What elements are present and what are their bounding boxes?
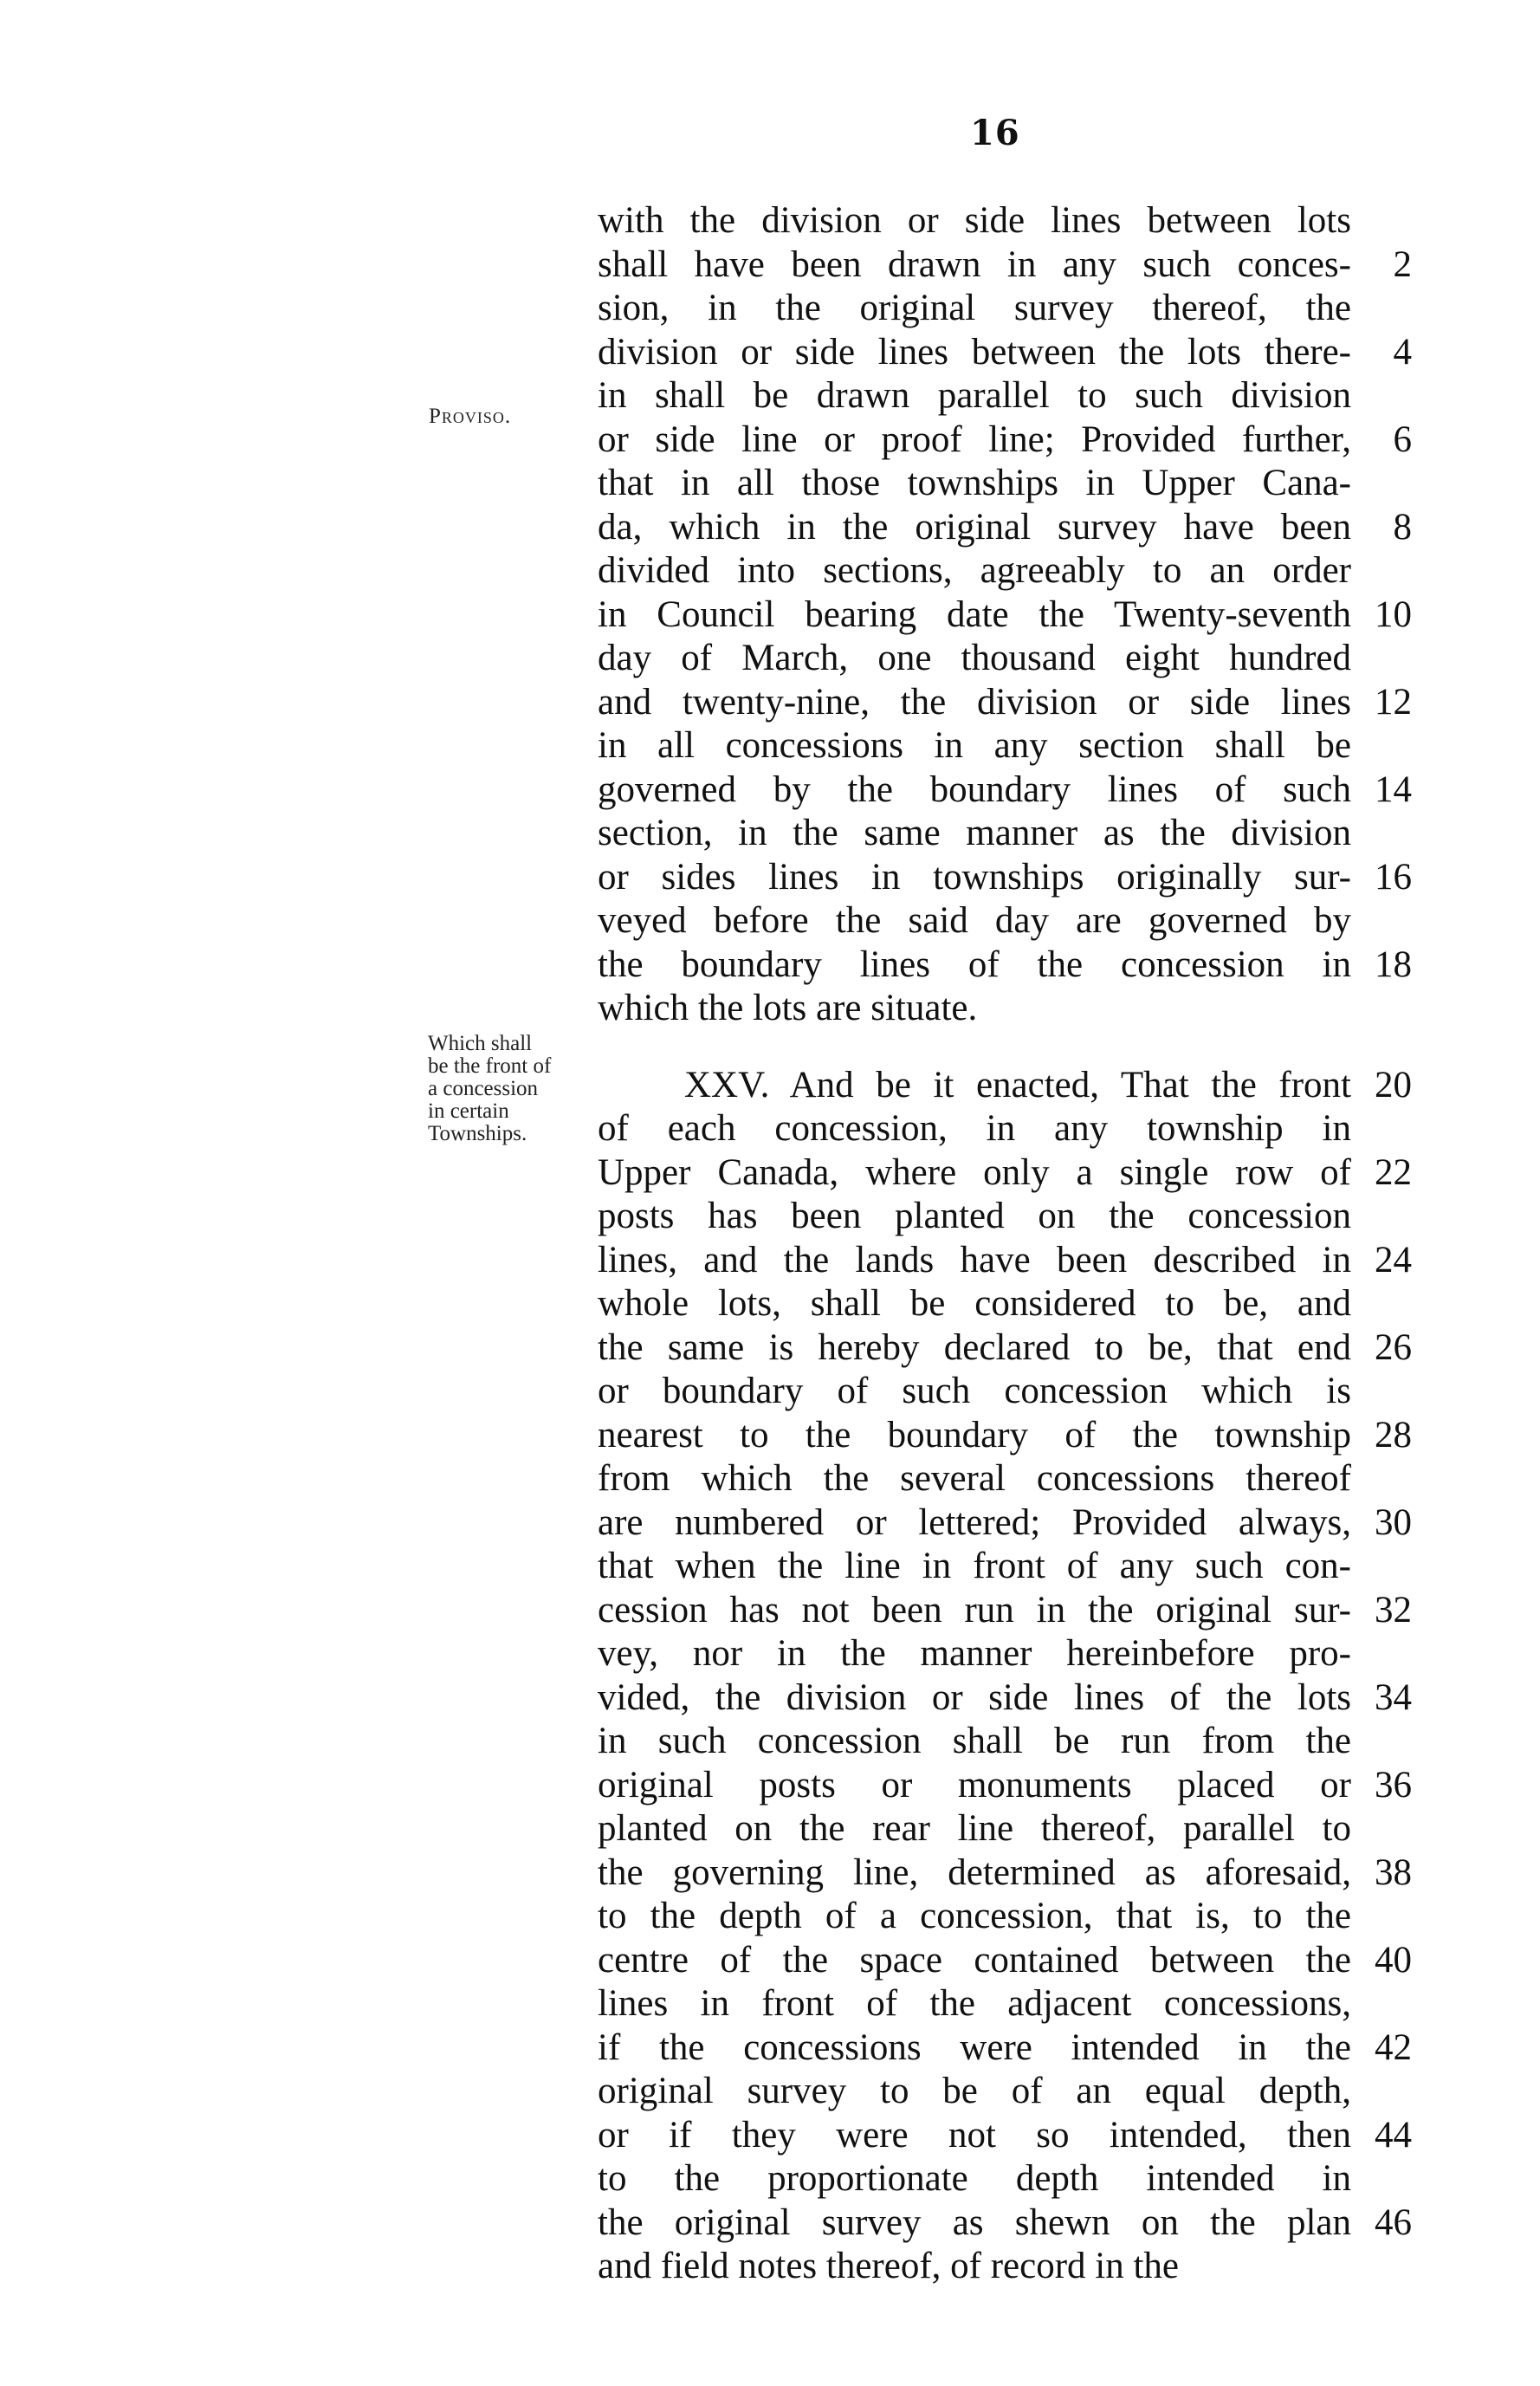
- line-number: 16: [1375, 856, 1412, 898]
- text-line: [598, 1457, 1412, 1501]
- line-text: in such concession shall be run from the: [598, 1721, 1351, 1761]
- text-line: [598, 1545, 1412, 1589]
- text-line: [598, 812, 1412, 856]
- text-line: [598, 1501, 1412, 1546]
- line-text: da, which in the original survey have been: [598, 506, 1351, 548]
- line-text: or side line or proof line; Provided further,: [598, 418, 1351, 460]
- line-text: day of March, one thousand eight hundred: [598, 638, 1351, 678]
- line-text: and field notes thereof, of record in the: [598, 2246, 1180, 2286]
- text-line: [598, 1195, 1412, 1239]
- text-line: [598, 331, 1412, 375]
- text-line: [598, 1807, 1412, 1851]
- line-text: section, in the same manner as the division: [598, 813, 1351, 853]
- text-line: [598, 593, 1412, 638]
- text-line: [598, 943, 1412, 988]
- text-line: [598, 1982, 1412, 2026]
- line-text: the boundary lines of the concession in: [598, 943, 1351, 985]
- line-number: 20: [1375, 1064, 1412, 1105]
- text-line: [598, 2245, 1412, 2289]
- line-number: 6: [1393, 418, 1412, 460]
- line-text: the original survey as shewn on the plan: [598, 2201, 1351, 2243]
- line-text: planted on the rear line thereof, parallel to: [598, 1808, 1351, 1849]
- text-line: [598, 1370, 1412, 1414]
- line-text: division or side lines between the lots there-: [598, 331, 1351, 373]
- margin-note-concession: [428, 1033, 584, 1145]
- text-line: [598, 1720, 1412, 1764]
- line-text: and twenty-nine, the division or side lines: [598, 681, 1351, 723]
- line-number: 10: [1375, 593, 1412, 635]
- line-text: posts has been planted on the concession: [598, 1196, 1351, 1236]
- line-text: to the proportionate depth intended in: [598, 2158, 1351, 2199]
- text-line: [598, 2070, 1412, 2114]
- line-text: if the concessions were intended in the: [598, 2026, 1351, 2068]
- text-line: [598, 1632, 1412, 1676]
- line-text: nearest to the boundary of the township: [598, 1414, 1351, 1456]
- margin-note-line: Which shall: [428, 1032, 533, 1055]
- text-line: [598, 418, 1412, 463]
- line-text: vided, the division or side lines of the lots: [598, 1676, 1351, 1718]
- line-number: 44: [1375, 2114, 1412, 2156]
- line-number: 14: [1375, 768, 1412, 810]
- line-number: 26: [1375, 1326, 1412, 1368]
- line-text: are numbered or lettered; Provided always,: [598, 1501, 1351, 1543]
- text-line: [598, 1282, 1412, 1326]
- text-line: [598, 856, 1412, 900]
- line-number: 12: [1375, 681, 1412, 723]
- text-line: [598, 1851, 1412, 1896]
- line-text: Upper Canada, where only a single row of: [598, 1151, 1351, 1193]
- line-text: in shall be drawn parallel to such division: [598, 375, 1351, 416]
- line-number: 38: [1375, 1851, 1412, 1893]
- text-line: [598, 549, 1412, 593]
- line-text: lines in front of the adjacent concessions,: [598, 1983, 1351, 2024]
- line-text: governed by the boundary lines of such: [598, 768, 1351, 810]
- line-text: centre of the space contained between the: [598, 1939, 1351, 1981]
- line-text: cession has not been run in the original sur-: [598, 1589, 1351, 1631]
- text-line: [598, 1589, 1412, 1633]
- text-line: [598, 899, 1412, 943]
- line-text: sion, in the original survey thereof, the: [598, 288, 1351, 328]
- line-number: 30: [1375, 1501, 1412, 1543]
- text-line: [598, 1939, 1412, 1983]
- line-text: original survey to be of an equal depth,: [598, 2071, 1351, 2111]
- text-line: [598, 1326, 1412, 1371]
- line-number: 34: [1375, 1676, 1412, 1718]
- text-line: [598, 681, 1412, 725]
- line-text: lines, and the lands have been described in: [598, 1239, 1351, 1281]
- line-text: shall have been drawn in any such conces-: [598, 243, 1351, 285]
- line-number: 24: [1375, 1239, 1412, 1281]
- paragraph-section-xxv: [598, 1064, 1412, 2289]
- line-text: the governing line, determined as aforesaid,: [598, 1851, 1351, 1893]
- line-text: to the depth of a concession, that is, to the: [598, 1896, 1351, 1936]
- paragraph-gap: [598, 1031, 1412, 1064]
- text-line: [598, 374, 1412, 418]
- text-line: [598, 1107, 1412, 1151]
- line-text: which the lots are situate.: [598, 988, 978, 1028]
- line-text: in Council bearing date the Twenty-seventh: [598, 593, 1351, 635]
- text-line: [598, 1895, 1412, 1939]
- line-number: 32: [1375, 1589, 1412, 1631]
- line-text: that when the line in front of any such con-: [598, 1546, 1351, 1586]
- line-text: or boundary of such concession which is: [598, 1371, 1351, 1411]
- text-line: [598, 1064, 1412, 1108]
- body-text: [598, 199, 1412, 2289]
- text-line: [598, 1414, 1412, 1458]
- margin-note-line: a concession: [428, 1077, 539, 1100]
- line-text: from which the several concessions thereof: [598, 1458, 1351, 1499]
- line-number: 18: [1375, 943, 1412, 985]
- margin-note-proviso: Proviso.: [429, 405, 512, 428]
- line-number: 22: [1375, 1151, 1412, 1193]
- page-number: 16: [970, 113, 1020, 153]
- text-line: [598, 243, 1412, 288]
- line-text: original posts or monuments placed or: [598, 1764, 1351, 1806]
- line-text: veyed before the said day are governed by: [598, 900, 1351, 941]
- margin-note-line: be the front of: [428, 1054, 552, 1078]
- text-line: [598, 768, 1412, 813]
- line-number: 4: [1393, 331, 1412, 373]
- paragraph-continuation: [598, 199, 1412, 1031]
- line-number: 36: [1375, 1764, 1412, 1806]
- line-text: the same is hereby declared to be, that end: [598, 1326, 1351, 1368]
- line-text: XXV. And be it enacted, That the front: [684, 1064, 1351, 1105]
- margin-note-line: Townships.: [428, 1122, 527, 1145]
- text-line: [598, 1239, 1412, 1283]
- text-line: [598, 987, 1412, 1031]
- line-text: or if they were not so intended, then: [598, 2114, 1351, 2156]
- line-text: or sides lines in townships originally sur-: [598, 856, 1351, 898]
- line-text: whole lots, shall be considered to be, and: [598, 1283, 1351, 1324]
- text-line: [598, 724, 1412, 768]
- text-line: [598, 287, 1412, 331]
- text-line: [598, 199, 1412, 243]
- text-line: [598, 2026, 1412, 2071]
- line-number: 2: [1393, 243, 1412, 285]
- text-line: [598, 2114, 1412, 2158]
- text-line: [598, 506, 1412, 550]
- text-line: [598, 1764, 1412, 1808]
- margin-note-line: in certain: [428, 1099, 509, 1123]
- line-text: in all concessions in any section shall be: [598, 725, 1351, 766]
- line-number: 42: [1375, 2026, 1412, 2068]
- line-text: divided into sections, agreeably to an order: [598, 550, 1351, 591]
- line-text: that in all those townships in Upper Cana-: [598, 463, 1351, 503]
- line-text: with the division or side lines between lots: [598, 200, 1351, 241]
- text-line: [598, 1151, 1412, 1196]
- line-text: of each concession, in any township in: [598, 1108, 1351, 1149]
- text-line: [598, 2157, 1412, 2201]
- line-number: 46: [1375, 2201, 1412, 2243]
- text-line: [598, 462, 1412, 506]
- line-number: 28: [1375, 1414, 1412, 1456]
- line-text: vey, nor in the manner hereinbefore pro-: [598, 1633, 1351, 1674]
- text-line: [598, 2201, 1412, 2246]
- line-number: 8: [1393, 506, 1412, 548]
- text-line: [598, 1676, 1412, 1721]
- line-number: 40: [1375, 1939, 1412, 1981]
- text-line: [598, 637, 1412, 681]
